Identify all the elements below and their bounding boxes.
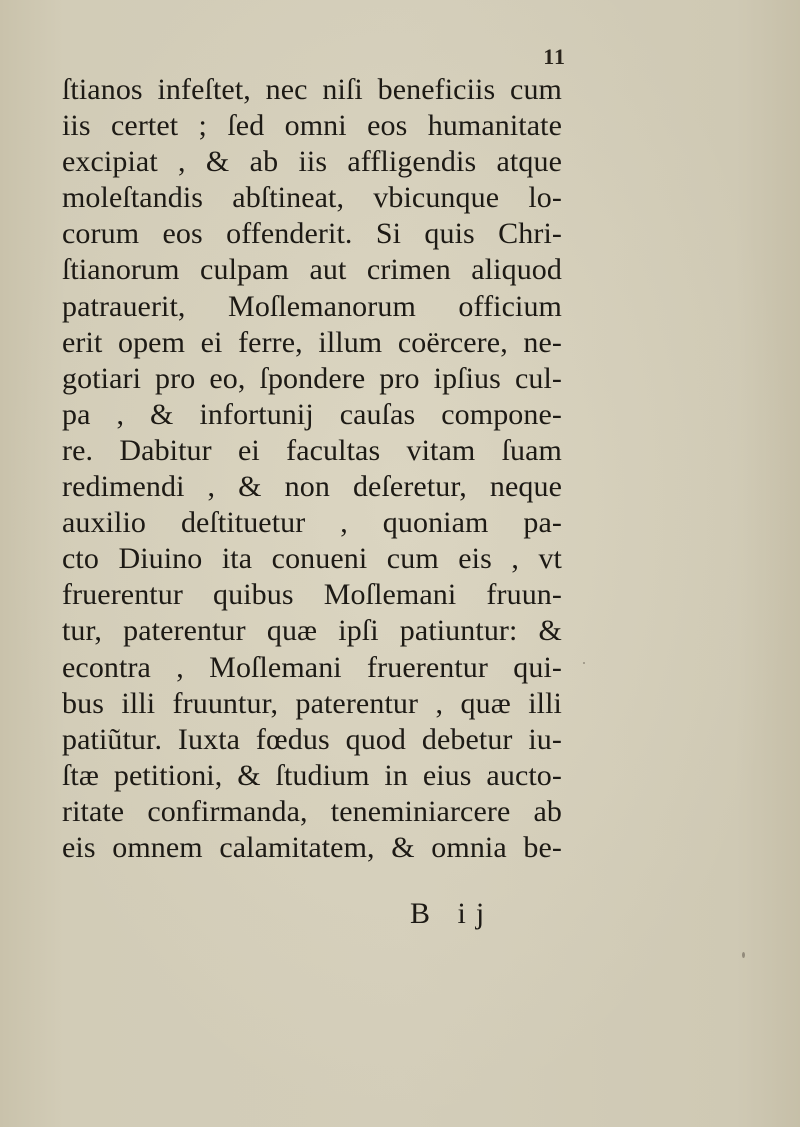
text-line: re. Dabitur ei facultas vitam ſuam [62,433,562,467]
page-number: 11 [543,44,566,69]
text-line: ritate confirmanda, teneminiarcere ab [62,794,562,828]
text-line: econtra , Moſlemani fruerentur qui- [62,650,562,684]
text-line: ſtæ petitioni, & ſtudium in eius aucto- [62,758,562,792]
text-line: excipiat , & ab iis affligendis atque [62,145,562,179]
text-line: ſtianos infeſtet, nec niſi beneficiis cum [62,73,562,106]
text-line: moleſtandis abſtineat, vbicunque lo- [62,181,562,215]
text-line: corum eos offenderit. Si quis Chri- [62,217,562,251]
text-line: fruerentur quibus Moſlemani fruun- [62,578,562,612]
paper-speck [742,952,745,958]
text-line: redimendi , & non deſeretur, neque [62,470,562,504]
text-line: ſtianorum culpam aut crimen aliquod [62,253,562,287]
signature-mark: B ij [410,897,495,930]
text-line: patiũtur. Iuxta fœdus quod debetur iu- [62,722,562,756]
body-text [62,72,562,866]
text-line: patrauerit, Moſlemanorum officium [62,289,562,323]
text-line: auxilio deſtituetur , quoniam pa- [62,506,562,540]
text-line: gotiari pro eo, ſpondere pro ipſius cul- [62,361,562,395]
text-line: erit opem ei ferre, illum coërcere, ne- [62,325,562,359]
paper-speck [583,662,585,664]
text-line: eis omnem calamitatem, & omnia be- [62,830,562,864]
text-line: tur, paterentur quæ ipſi patiuntur: & [62,614,562,648]
text-line: bus illi fruuntur, paterentur , quæ illi [62,686,562,720]
text-line: iis certet ; ſed omni eos humanitate [62,109,562,143]
text-line: pa , & infortunij cauſas compone- [62,397,562,431]
text-line: cto Diuino ita conueni cum eis , vt [62,542,562,576]
